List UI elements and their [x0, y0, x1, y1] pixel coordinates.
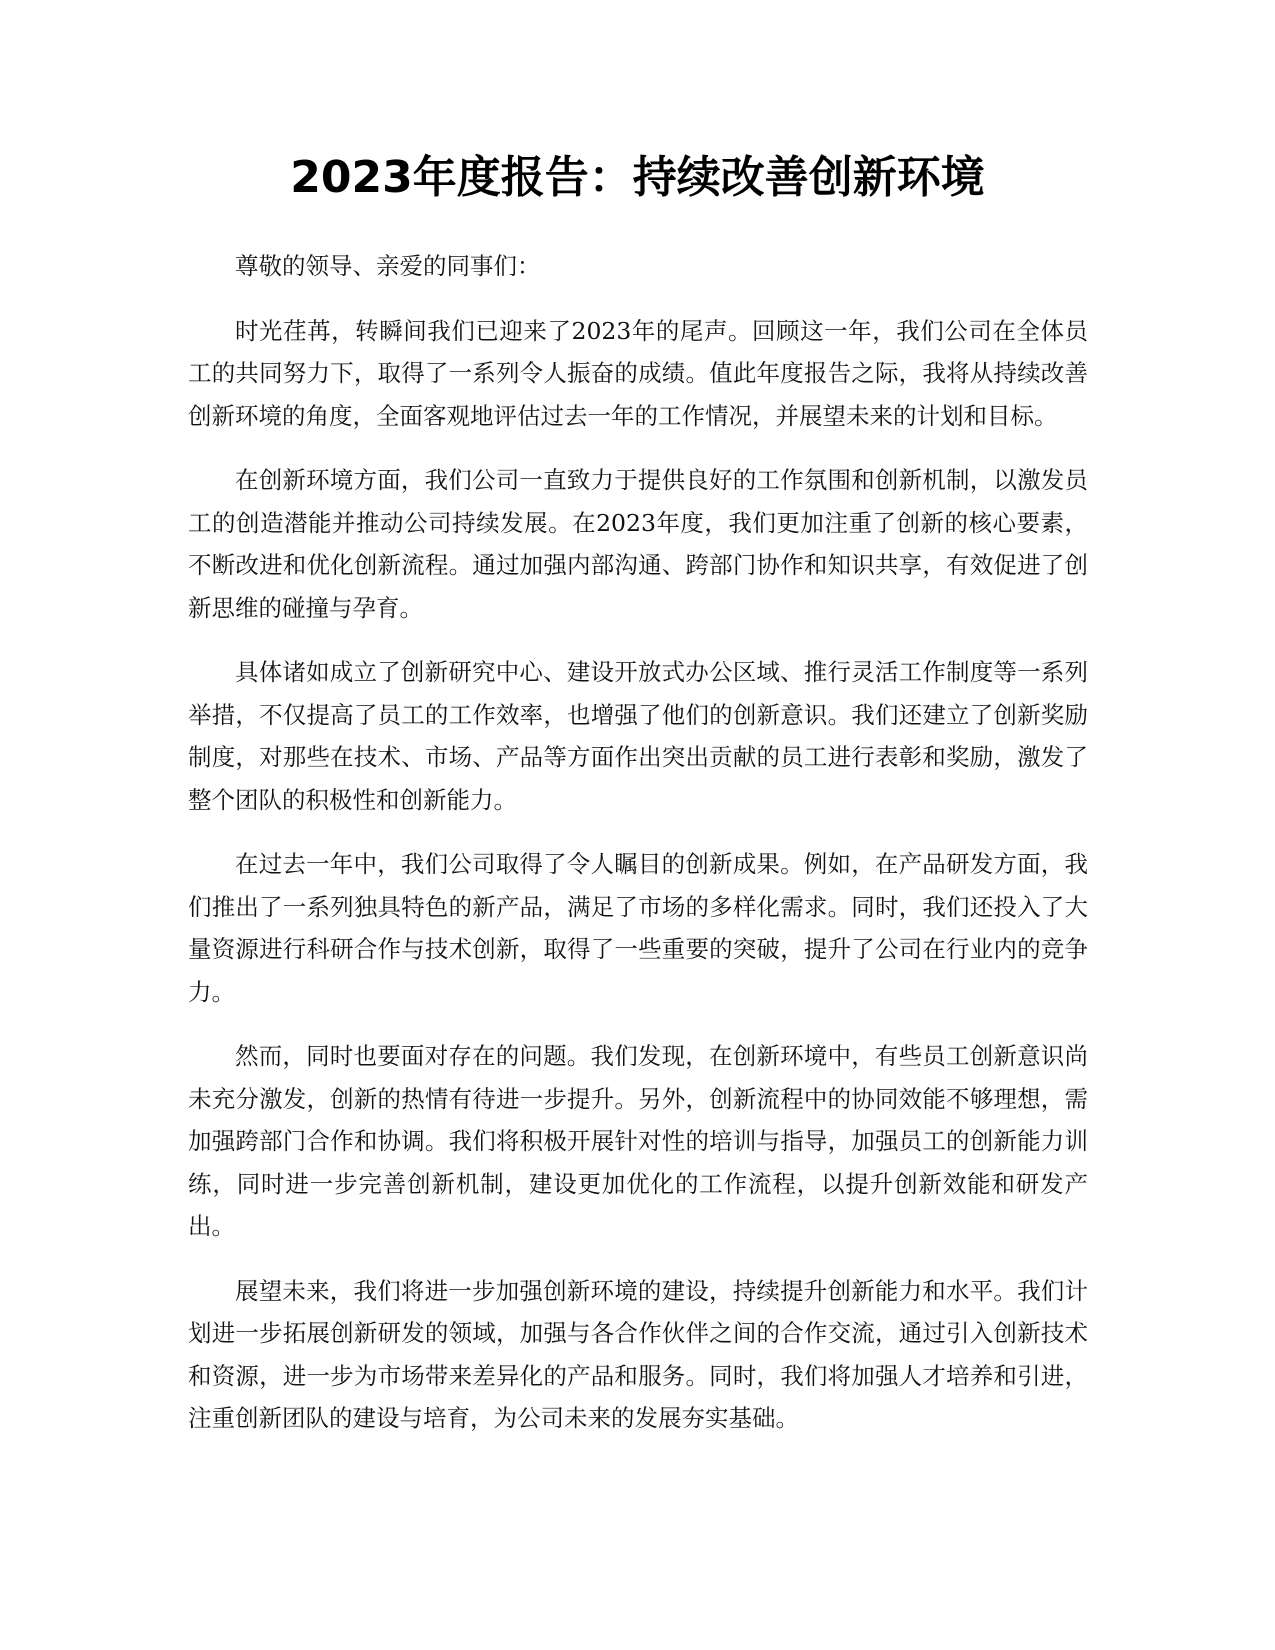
document-body — [188, 245, 1088, 1462]
salutation: 尊敬的领导、亲爱的同事们： — [235, 252, 541, 280]
paragraph-4: 在过去一年中，我们公司取得了令人瞩目的创新成果。例如，在产品研发方面，我们推出了一系列独具特色的新产品，满足了市场的多样化需求。同时，我们还投入了大量资源进行科研合作与技术创新，取得了一些重要的突破，提升了公司在行业内的竞争力。 — [188, 850, 1088, 1006]
paragraph-2: 在创新环境方面，我们公司一直致力于提供良好的工作氛围和创新机制，以激发员工的创造潜能并推动公司持续发展。在2023年度，我们更加注重了创新的核心要素，不断改进和优化创新流程。通过加强内部沟通、跨部门协作和知识共享，有效促进了创新思维的碰撞与孕育。 — [188, 466, 1088, 622]
paragraph-3: 具体诸如成立了创新研究中心、建设开放式办公区域、推行灵活工作制度等一系列举措，不仅提高了员工的工作效率，也增强了他们的创新意识。我们还建立了创新奖励制度，对那些在技术、市场、产品等方面作出突出贡献的员工进行表彰和奖励，激发了整个团队的积极性和创新能力。 — [188, 658, 1088, 814]
paragraph-1: 时光荏苒，转瞬间我们已迎来了2023年的尾声。回顾这一年，我们公司在全体员工的共同努力下，取得了一系列令人振奋的成绩。值此年度报告之际，我将从持续改善创新环境的角度，全面客观地评估过去一年的工作情况，并展望未来的计划和目标。 — [188, 316, 1088, 430]
document-title: 2023年度报告：持续改善创新环境 — [290, 152, 985, 203]
paragraph-5: 然而，同时也要面对存在的问题。我们发现，在创新环境中，有些员工创新意识尚未充分激发，创新的热情有待进一步提升。另外，创新流程中的协同效能不够理想，需加强跨部门合作和协调。我们将积极开展针对性的培训与指导，加强员工的创新能力训练，同时进一步完善创新机制，建设更加优化的工作流程，以提升创新效能和研发产出。 — [188, 1042, 1088, 1240]
paragraph-6: 展望未来，我们将进一步加强创新环境的建设，持续提升创新能力和水平。我们计划进一步拓展创新研发的领域，加强与各合作伙伴之间的合作交流，通过引入创新技术和资源，进一步为市场带来差异化的产品和服务。同时，我们将加强人才培养和引进，注重创新团队的建设与培育，为公司未来的发展夯实基础。 — [188, 1276, 1088, 1432]
